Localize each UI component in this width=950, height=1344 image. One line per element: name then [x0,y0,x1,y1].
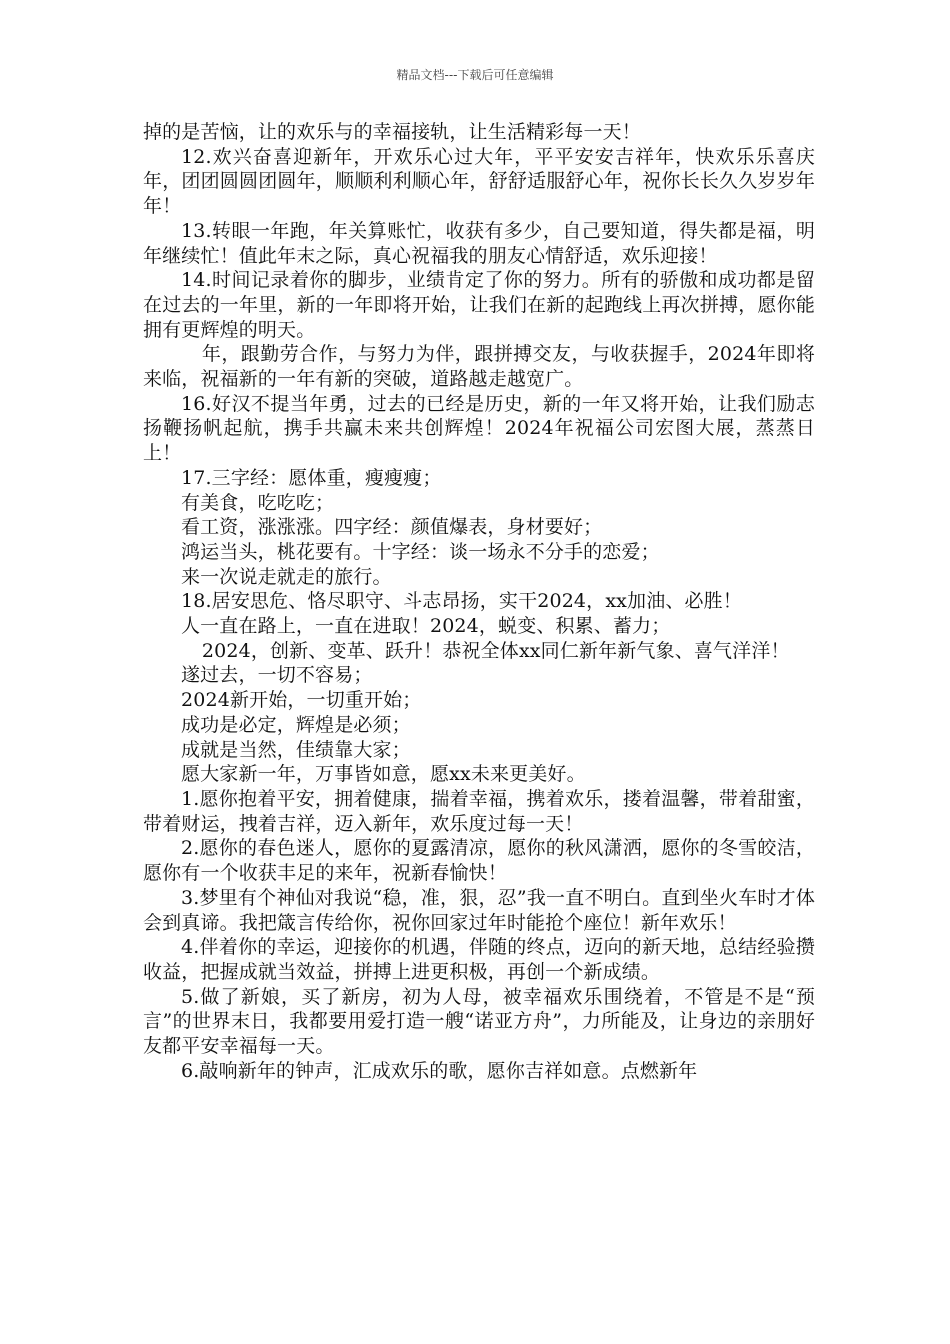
paragraph: 遂过去，一切不容易； [181,664,373,687]
paragraph: 3.梦里有个神仙对我说“稳，准，狠，忍”我一直不明白。直到坐火车时才体会到真谛。我把箴言传给你，祝你回家过年时能抢个座位！新年欢乐！ [143,886,815,934]
paragraph: 来一次说走就走的旅行。 [181,565,392,588]
paragraph: 18.居安思危、恪尽职守、斗志昂扬，实干2024，xx加油、必胜！ [181,590,742,613]
paragraph: 16.好汉不提当年勇，过去的已经是历史，新的一年又将开始，让我们励志扬鞭扬帆起航，携手共赢未来共创辉煌！2024年祝福公司宏图大展，蒸蒸日上！ [143,392,815,465]
paragraph: 有美食，吃吃吃； [181,491,335,514]
paragraph: 6.敲响新年的钟声，汇成欢乐的歌，愿你吉祥如意。点燃新年 [181,1059,698,1082]
paragraph: 1.愿你抱着平安，拥着健康，揣着幸福，携着欢乐，搂着温馨，带着甜蜜，带着财运，拽着吉祥，迈入新年，欢乐度过每一天！ [143,787,815,835]
paragraph: 5.做了新娘，买了新房，初为人母，被幸福欢乐围绕着，不管是不是“预言”的世界末日，我都要用爱打造一艘“诺亚方舟”，力所能及，让身边的亲朋好友都平安幸福每一天。 [143,985,815,1058]
paragraph: 年，跟勤劳合作，与努力为伴，跟拼搏交友，与收获握手，2024年即将来临，祝福新的一年有新的突破，道路越走越宽广。 [143,343,815,391]
document-body [143,120,815,1083]
paragraph: 掉的是苦恼，让的欢乐与的幸福接轨，让生活精彩每一天！ [143,121,641,143]
paragraph: 12.欢兴奋喜迎新年，开欢乐心过大年，平平安安吉祥年，快欢乐乐喜庆年，团团圆圆团圆年，顺顺利利顺心年，舒舒适服舒心年，祝你长长久久岁岁年年！ [143,145,815,218]
paragraph: 人一直在路上，一直在进取！2024，蜕变、积累、蓄力； [181,615,671,638]
page-header: 精品文档---下载后可任意编辑 [396,68,554,82]
paragraph: 14.时间记录着你的脚步，业绩肯定了你的努力。所有的骄傲和成功都是留在过去的一年里，新的一年即将开始，让我们在新的起跑线上再次拼搏，愿你能拥有更辉煌的明天。 [143,269,815,341]
paragraph: 2.愿你的春色迷人，愿你的夏露清凉，愿你的秋风潇洒，愿你的冬雪皎洁，愿你有一个收获丰足的来年，祝新春愉快！ [143,837,815,885]
paragraph: 2024新开始，一切重开始； [181,689,422,712]
paragraph: 愿大家新一年，万事皆如意，愿xx未来更美好。 [181,763,586,786]
paragraph: 4.伴着你的幸运，迎接你的机遇，伴随的终点，迈向的新天地，总结经验攒收益，把握成就当效益，拼搏上进更积极，再创一个新成绩。 [143,936,815,983]
paragraph: 2024，创新、变革、跃升！恭祝全体xx同仁新年新气象、喜气洋洋！ [201,639,790,662]
paragraph: 成就是当然，佳绩靠大家； [181,738,411,761]
paragraph: 看工资，涨涨涨。四字经：颜值爆表，身材要好； [181,516,603,539]
paragraph: 鸿运当头，桃花要有。十字经：谈一场永不分手的恋爱； [181,540,660,563]
paragraph: 成功是必定，辉煌是必须； [181,713,411,736]
paragraph: 17.三字经：愿体重，瘦瘦瘦； [181,466,442,489]
paragraph: 13.转眼一年跑，年关算账忙，收获有多少，自己要知道，得失都是福，明年继续忙！值此年末之际，真心祝福我的朋友心情舒适，欢乐迎接！ [143,219,815,267]
